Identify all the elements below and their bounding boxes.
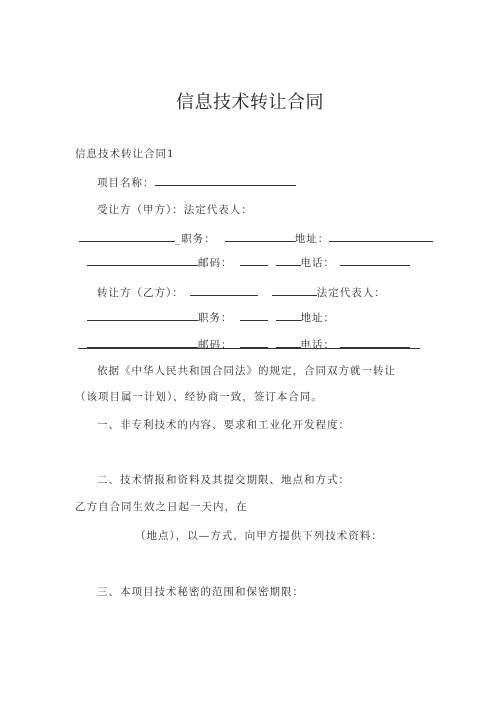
transferor-label: 转让方（乙方）：	[97, 287, 184, 299]
document-subtitle: 信息技术转让合同1	[75, 148, 175, 160]
party-a-postcode-blank[interactable]	[240, 254, 268, 266]
basis-paragraph-line-1: 依据《中华人民共和国合同法》的规定，合同双方就一转让	[97, 365, 396, 377]
party-a-postcode-row	[87, 254, 410, 270]
party-a-phone-label: 电话：	[300, 257, 335, 269]
project-name-blank[interactable]	[155, 174, 296, 186]
project-name-label: 项目名称：	[97, 177, 155, 189]
section-3-heading: 三、本项目技术秘密的范围和保密期限：	[97, 586, 304, 598]
party-a-position-label: _职务：	[175, 233, 216, 245]
section-2-text-2: （地点），以—方式，向甲方提供下列技术资料：	[135, 530, 383, 542]
party-b-postcode-row	[87, 336, 410, 352]
party-b-position-blank[interactable]	[240, 309, 268, 321]
party-b-legal-rep-blank[interactable]	[272, 284, 317, 296]
basis-paragraph-line-2: （该项目属一计划），经协商一致，签订本合同。	[75, 391, 323, 403]
section-2-text-1: 乙方自合同生效之日起一天内，在	[75, 501, 248, 513]
party-b-row	[97, 284, 386, 300]
party-b-postcode-blank[interactable]	[240, 336, 268, 348]
party-a-address-label: 地址：	[294, 233, 330, 245]
party-a-position-row	[79, 230, 433, 246]
party-a-phone-blank[interactable]	[340, 254, 410, 266]
party-b-extra-blank[interactable]	[87, 309, 198, 321]
party-b-name-blank[interactable]	[190, 284, 258, 296]
party-b-phone-label: 电话：	[300, 339, 335, 351]
document-title: 信息技术转让合同	[176, 92, 324, 113]
party-b-position-row	[87, 309, 335, 325]
project-name-row	[97, 174, 296, 190]
party-b-position-blank-2[interactable]	[276, 309, 301, 321]
party-b-legal-rep-label: 法定代表人：	[316, 287, 386, 299]
party-b-address-blank[interactable]	[87, 336, 198, 348]
section-2-heading: 二、技术情报和资料及其提交期限、地点和方式：	[97, 474, 350, 486]
party-b-phone-blank[interactable]	[340, 336, 410, 348]
party-b-position-label: 职务：	[198, 312, 233, 324]
party-b-postcode-label: 邮码：	[198, 339, 233, 351]
party-a-position-blank[interactable]	[225, 230, 295, 242]
party-b-postcode-blank-2[interactable]	[276, 336, 301, 348]
party-a-extra-blank[interactable]	[87, 254, 198, 266]
party-a-postcode-blank-2[interactable]	[276, 254, 301, 266]
party-a-legal-rep-blank[interactable]	[79, 230, 175, 242]
section-1-heading: 一、非专利技术的内容、要求和工业化开发程度：	[97, 419, 350, 431]
divider-line	[78, 348, 420, 349]
party-a-address-blank[interactable]	[329, 230, 433, 242]
transferee-label: 受让方（甲方）：法定代表人：	[97, 204, 253, 216]
party-b-address-label: 地址：	[300, 312, 335, 324]
party-a-postcode-label: 邮码：	[198, 257, 233, 269]
